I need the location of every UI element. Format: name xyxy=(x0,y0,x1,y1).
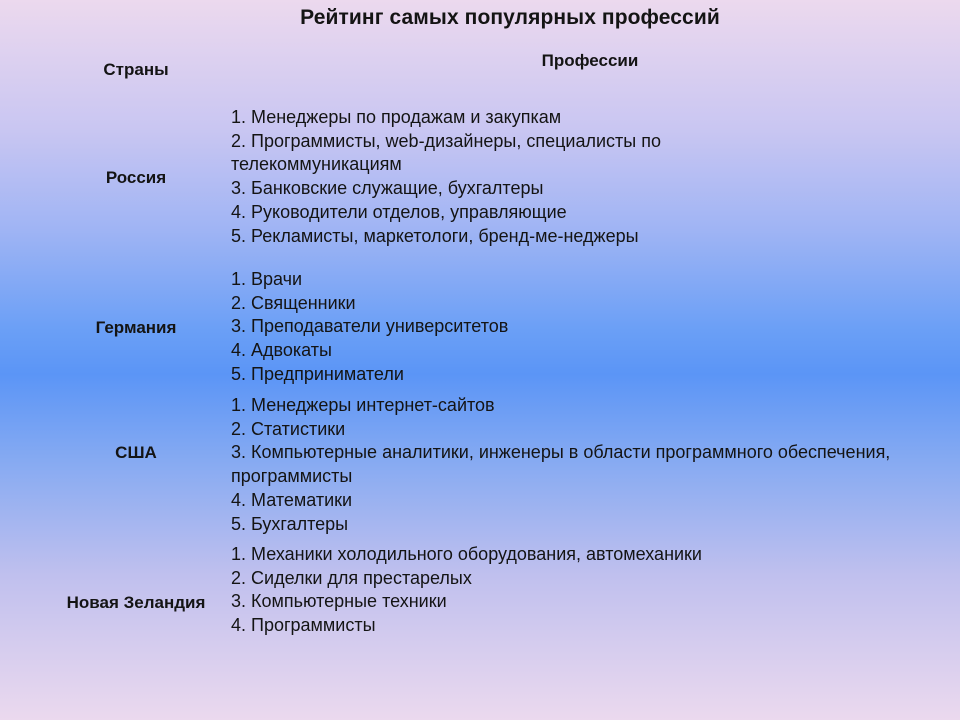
list-item: 2. Программисты, web-дизайнеры, специалисты по телекоммуникациям xyxy=(231,130,661,175)
list-item: 5. Рекламисты, маркетологи, бренд-ме-неджеры xyxy=(231,225,639,246)
page-title: Рейтинг самых популярных профессий xyxy=(300,6,720,29)
list-item: 4. Математики xyxy=(231,489,353,510)
list-item: 5. Предприниматели xyxy=(231,363,404,384)
list-item: 3. Банковские служащие, бухгалтеры xyxy=(231,178,544,199)
list-item: 4. Руководители отделов, управляющие xyxy=(231,201,567,222)
country-new-zealand: Новая Зеландия xyxy=(66,593,206,612)
profession-list-russia xyxy=(231,106,791,248)
profession-list-germany xyxy=(231,268,791,387)
list-item: 1. Менеджеры по продажам и закупкам xyxy=(231,107,562,127)
list-item: 4. Программисты xyxy=(231,615,376,636)
list-item: 2. Сиделки для престарелых xyxy=(231,567,472,588)
column-header-professions: Профессии xyxy=(541,51,639,70)
list-item: 3. Компьютерные техники xyxy=(231,591,447,612)
list-item: 2. Священники xyxy=(231,292,356,313)
list-item: 4. Адвокаты xyxy=(231,340,332,361)
list-item: 1. Менеджеры интернет-сайтов xyxy=(231,395,495,415)
country-germany: Германия xyxy=(95,318,177,337)
list-item: 2. Статистики xyxy=(231,418,346,439)
profession-list-new-zealand xyxy=(231,543,711,638)
list-item: 1. Механики холодильного оборудования, автомеханики xyxy=(231,544,702,564)
column-header-countries: Страны xyxy=(103,60,169,79)
list-item: 3. Преподаватели университетов xyxy=(231,316,509,337)
profession-list-usa xyxy=(231,394,921,536)
country-russia: Россия xyxy=(105,168,167,187)
country-usa: США xyxy=(115,443,157,462)
list-item: 1. Врачи xyxy=(231,269,303,289)
list-item: 3. Компьютерные аналитики, инженеры в области программного обеспечения, программисты xyxy=(231,442,891,487)
list-item: 5. Бухгалтеры xyxy=(231,513,349,534)
